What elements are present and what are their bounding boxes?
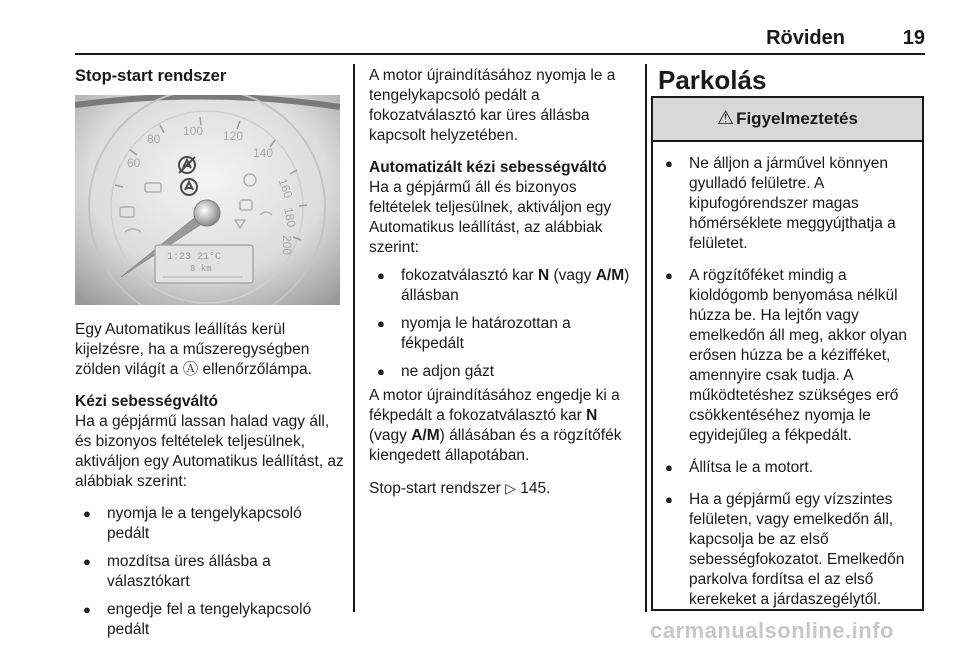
list-item: ● nyomja le a tengelykapcsoló pedált bbox=[75, 504, 347, 544]
list-item: ● engedje fel a tengelykapcsoló pedált bbox=[75, 600, 347, 640]
warning-box bbox=[651, 96, 924, 611]
header-rule bbox=[75, 53, 925, 55]
manual-gearbox-steps bbox=[75, 504, 347, 640]
page-header bbox=[75, 27, 925, 53]
restart-automated-text: A motor újraindításához engedje ki a fékpedált a fokozatválasztó kar N (vagy A/M) állásában és a rögzítőfék kiengedett állapotában. bbox=[369, 387, 622, 464]
automated-gearbox-intro: Ha a gépjármű áll és bizonyos feltételek teljesülnek, aktiváljon egy Automatikus leállítást, az alábbiak szerint: bbox=[369, 179, 612, 256]
subheading-automated-gearbox: Automatizált kézi sebességváltó bbox=[369, 159, 607, 176]
speed-tick-180: 180 bbox=[281, 206, 299, 229]
list-item: ● A rögzítőféket mindig a kioldógomb benyomása nélkül húzza be. Ha lejtőn vagy emelkedőn áll meg, akkor olyan erősen húzza be a kézifféket, amennyire csak tudja. A működtetéshez szükséges erő csökkentéséhez nyomja le egyidejűleg a fékpedált. bbox=[659, 266, 916, 446]
speed-tick-80: 80 bbox=[147, 132, 161, 146]
cross-reference[interactable]: Stop-start rendszer ▷ 145. bbox=[369, 480, 551, 497]
column-divider-1 bbox=[353, 64, 355, 612]
speed-tick-200: 200 bbox=[280, 235, 294, 256]
instrument-cluster-image bbox=[75, 95, 340, 305]
list-item: ● Ne álljon a járművel könnyen gyulladó felületre. A kipufogórendszer magas hőmérséklete meggyújthatja a felületet. bbox=[659, 154, 916, 254]
page-number: 19 bbox=[902, 27, 925, 49]
warning-list bbox=[659, 154, 916, 610]
lcd-line-2: 8 km bbox=[190, 264, 212, 274]
list-item: ● nyomja le határozottan a fékpedált bbox=[369, 314, 637, 354]
speed-tick-100: 100 bbox=[183, 124, 204, 138]
section-heading-stop-start: Stop-start rendszer bbox=[75, 67, 227, 85]
manual-gearbox-intro: Ha a gépjármű lassan halad vagy áll, és bizonyos feltételek teljesülnek, aktiváljon egy Automatikus leállítást, az alábbiak szerint: bbox=[75, 413, 344, 490]
column-1-text bbox=[75, 320, 347, 648]
autostop-description: Egy Automatikus leállítás kerül kijelzésre, ha a műszeregységben zölden világít a Ⓐ ellenőrzőlámpa. bbox=[75, 321, 312, 378]
warning-header bbox=[653, 98, 922, 142]
list-item: ● ne adjon gázt bbox=[369, 362, 637, 382]
subheading-manual-gearbox: Kézi sebességváltó bbox=[75, 393, 219, 410]
column-divider-2 bbox=[645, 64, 647, 612]
warning-triangle-icon: ⚠ bbox=[717, 108, 735, 129]
speed-tick-60: 60 bbox=[127, 156, 141, 170]
list-item: ● fokozatválasztó kar N (vagy A/M) állásban bbox=[369, 266, 637, 306]
speed-tick-140: 140 bbox=[253, 146, 274, 160]
list-item: ● Ha a gépjármű egy vízszintes felületen, vagy emelkedőn áll, kapcsolja be az első sebességfokozatot. Emelkedőn parkolva fordítsa el az első kerekeket a járdaszegélytől. bbox=[659, 490, 916, 610]
restart-manual-text: A motor újraindításához nyomja le a tengelykapcsoló pedált a fokozatválasztó kar üres állásba kapcsolt helyzetében. bbox=[369, 67, 616, 144]
section-title-parking: Parkolás bbox=[658, 65, 767, 95]
speed-tick-120: 120 bbox=[223, 129, 244, 143]
xref-arrow-icon: ▷ bbox=[505, 480, 516, 496]
list-item: ● mozdítsa üres állásba a választókart bbox=[75, 552, 347, 592]
warning-body bbox=[653, 142, 922, 610]
watermark: carmanualsonline.info bbox=[650, 618, 894, 643]
column-2 bbox=[369, 66, 637, 511]
warning-title: Figyelmeztetés bbox=[736, 109, 858, 128]
speed-tick-160: 160 bbox=[275, 176, 296, 201]
lcd-line-1: 1:23 21°C bbox=[167, 252, 222, 263]
list-item: ● Állítsa le a motort. bbox=[659, 458, 916, 478]
automated-gearbox-steps bbox=[369, 266, 637, 382]
section-title: Röviden bbox=[766, 27, 845, 49]
